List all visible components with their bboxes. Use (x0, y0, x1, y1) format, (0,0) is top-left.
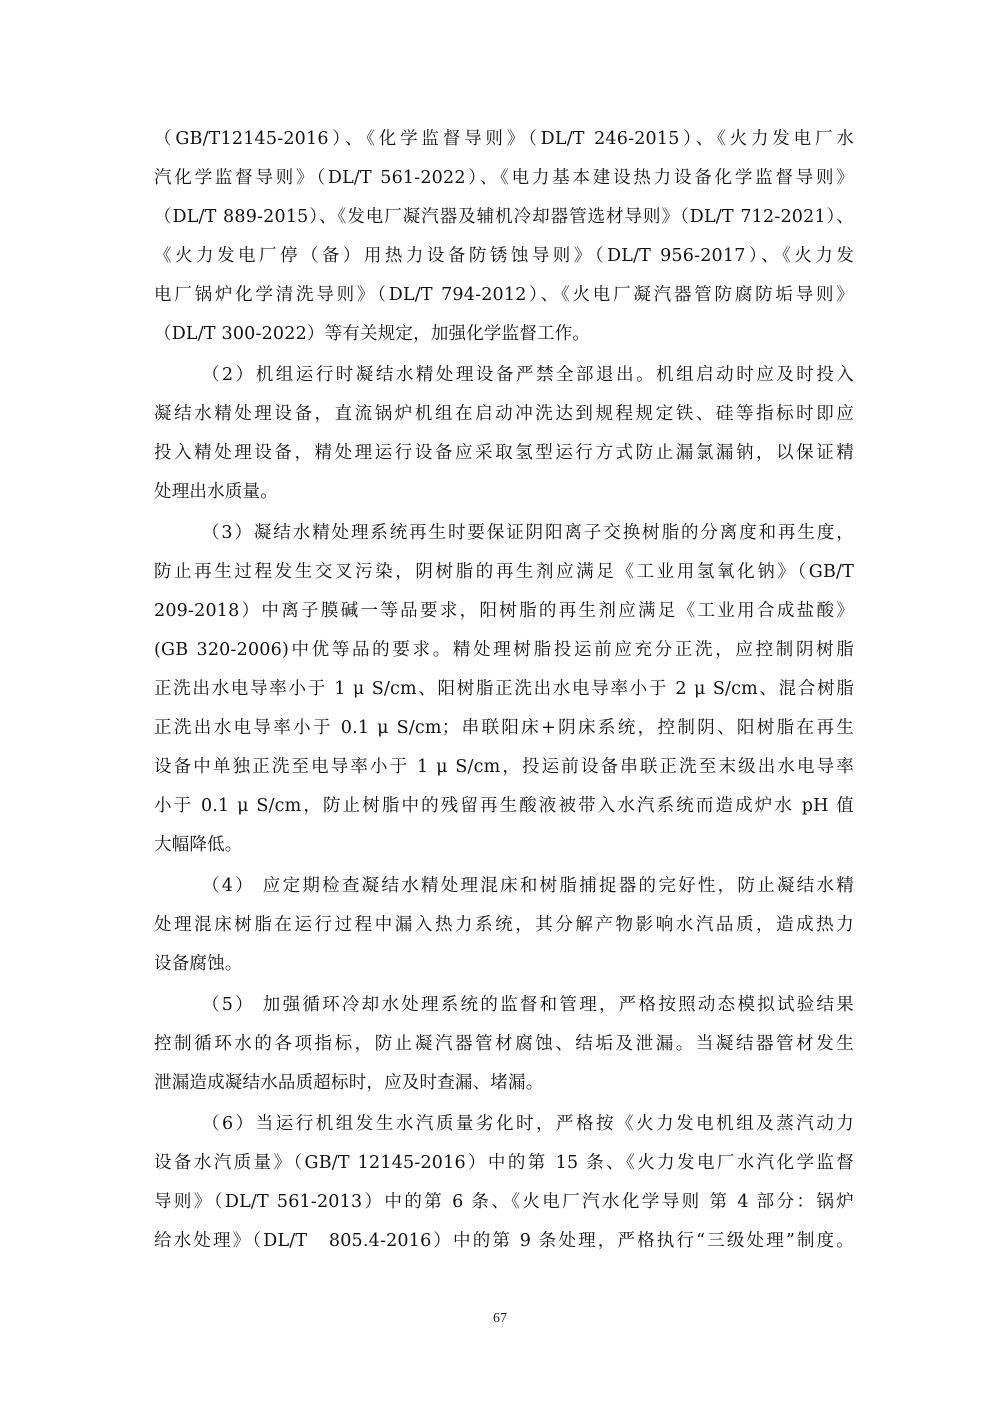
text-line: （DL/T 889-2015）、《发电厂凝汽器及辅机冷却器管选材导则》（DL/T 712-2021）、 (154, 207, 854, 227)
text-line: 大幅降低。 (154, 835, 243, 855)
text-line: 凝结水精处理设备，直流锅炉机组在启动冲洗达到规程规定铁、硅等指标时即应 (154, 404, 854, 424)
text-line: 汽化学监督导则》（DL/T 561-2022）、《电力基本建设热力设备化学监督导则》 (154, 168, 854, 188)
text-line: （DL/T 300-2022）等有关规定，加强化学监督工作。 (154, 324, 591, 344)
text-line: 防止再生过程发生交叉污染，阴树脂的再生剂应满足《工业用氢氧化钠》（GB/T (154, 562, 854, 582)
text-line: 正洗出水电导率小于 1 μ S/cm、阳树脂正洗出水电导率小于 2 μ S/cm、混合树脂 (154, 679, 854, 699)
text-line: 导则》（DL/T 561-2013）中的第 6 条、《火电厂汽水化学导则 第 4 部分：锅炉 (154, 1192, 854, 1212)
paragraph-5-start: （5） 加强循环冷却水处理系统的监督和管理，严格按照动态模拟试验结果 (202, 995, 854, 1015)
text-line: 处理混床树脂在运行过程中漏入热力系统，其分解产物影响水汽品质，造成热力 (154, 915, 854, 935)
text-line: 给水处理》（DL/T 805.4-2016）中的第 9 条处理，严格执行“三级处理”制度。 (154, 1231, 854, 1251)
text-line: 设备中单独正洗至电导率小于 1 μ S/cm，投运前设备串联正洗至末级出水电导率 (154, 757, 854, 777)
text-line: (GB 320-2006)中优等品的要求。精处理树脂投运前应充分正洗，应控制阴树脂 (154, 640, 854, 660)
text-line: 处理出水质量。 (154, 482, 278, 502)
text-line: 设备腐蚀。 (154, 954, 243, 974)
text-line: 《火力发电厂停（备）用热力设备防锈蚀导则》（DL/T 956-2017）、《火力发 (154, 246, 854, 266)
paragraph-2-start: （2）机组运行时凝结水精处理设备严禁全部退出。机组启动时应及时投入 (202, 365, 854, 385)
text-line: 投入精处理设备，精处理运行设备应采取氢型运行方式防止漏氯漏钠，以保证精 (154, 443, 854, 463)
text-line: 209-2018）中离子膜碱一等品要求，阳树脂的再生剂应满足《工业用合成盐酸》 (154, 601, 854, 621)
text-line: 控制循环水的各项指标，防止凝汽器管材腐蚀、结垢及泄漏。当凝结器管材发生 (154, 1034, 854, 1054)
text-line: 电厂锅炉化学清洗导则》（DL/T 794-2012）、《火电厂凝汽器管防腐防垢导则》 (154, 285, 854, 305)
text-line: 正洗出水电导率小于 0.1 μ S/cm；串联阳床+阴床系统，控制阴、阳树脂在再生 (154, 718, 854, 738)
page-number: 67 (493, 1311, 507, 1326)
paragraph-4-start: （4） 应定期检查凝结水精处理混床和树脂捕捉器的完好性，防止凝结水精 (202, 876, 854, 896)
text-line: 设备水汽质量》（GB/T 12145-2016）中的第 15 条、《火力发电厂水汽化学监督 (154, 1153, 854, 1173)
paragraph-6-start: （6）当运行机组发生水汽质量劣化时，严格按《火力发电机组及蒸汽动力 (202, 1114, 854, 1134)
text-line: （GB/T12145-2016）、《化学监督导则》（DL/T 246-2015）、《火力发电厂水 (154, 129, 854, 149)
text-line: 泄漏造成凝结水品质超标时，应及时查漏、堵漏。 (154, 1073, 544, 1093)
paragraph-3-start: （3）凝结水精处理系统再生时要保证阴阳离子交换树脂的分离度和再生度， (202, 523, 854, 543)
text-line: 小于 0.1 μ S/cm，防止树脂中的残留再生酸液被带入水汽系统而造成炉水 pH 值 (154, 796, 854, 816)
